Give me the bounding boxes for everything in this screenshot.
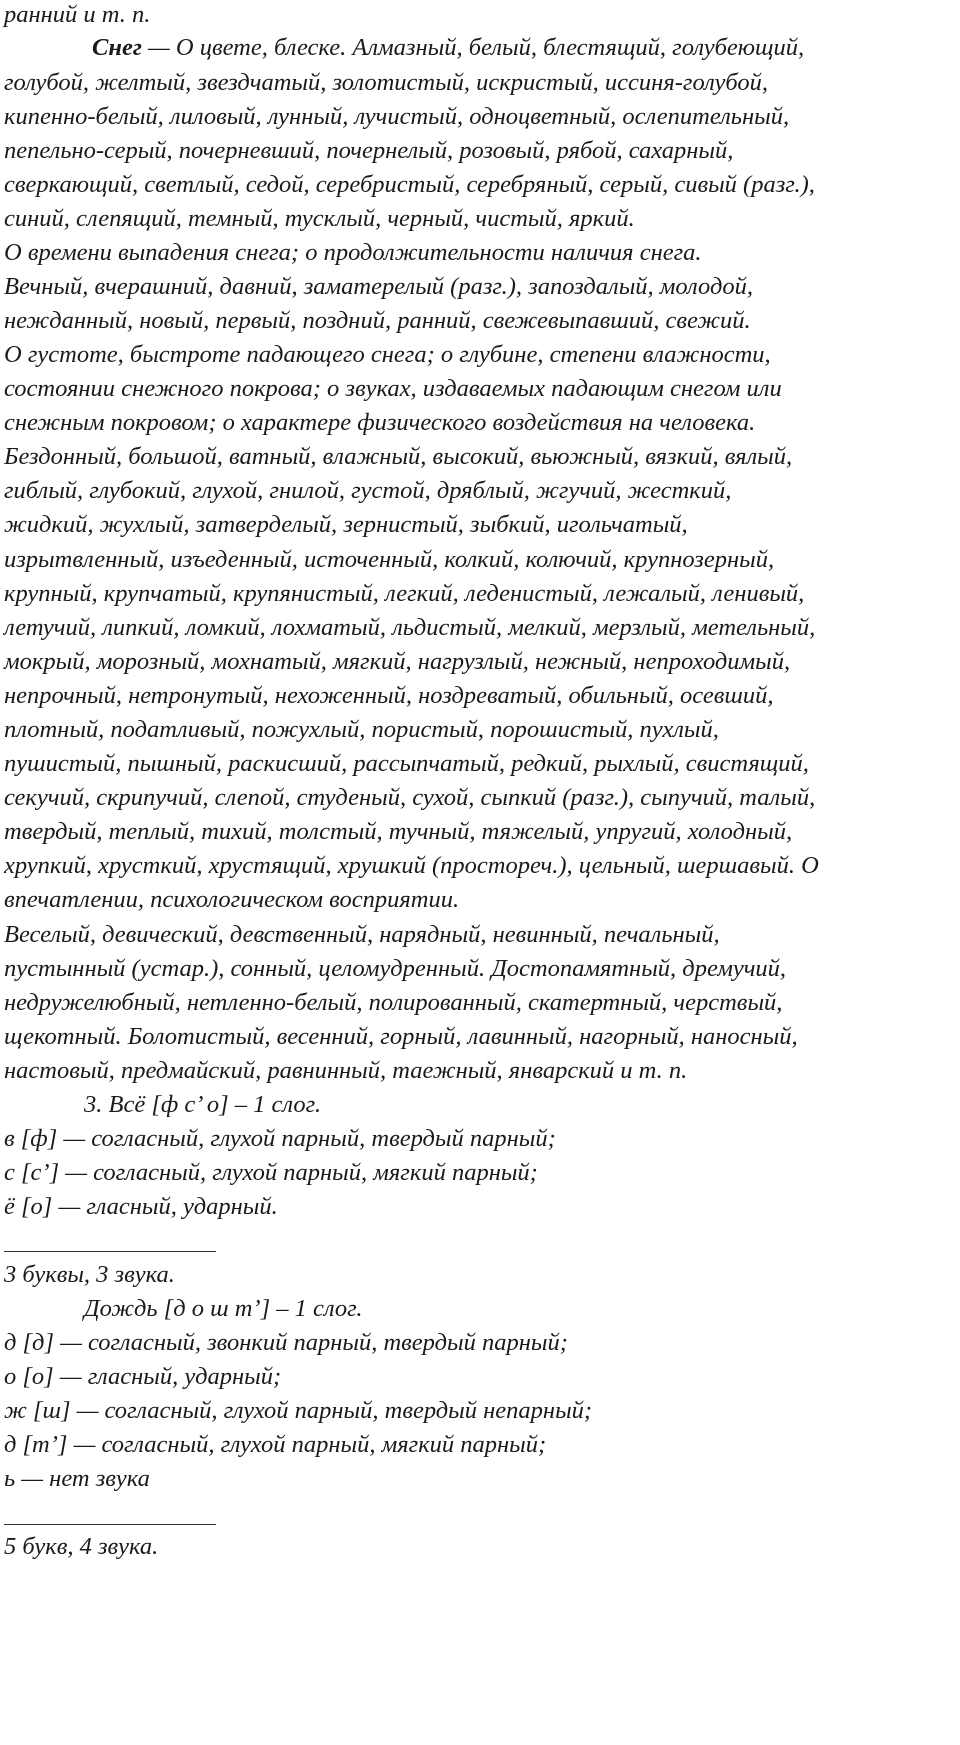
phonetic-line: ё [о] — гласный, ударный. — [4, 1193, 278, 1220]
text-line: летучий, липкий, ломкий, лохматый, льдистый, мелкий, мерзлый, метельный, — [4, 614, 816, 641]
phonetic-heading-dozhd: Дождь [д о ш т’] – 1 слог. — [84, 1295, 363, 1322]
text-line: хрупкий, хрусткий, хрустящий, хрушкий (простореч.), цельный, шершавый. О — [4, 852, 819, 879]
text-line: гиблый, глубокий, глухой, гнилой, густой, дряблый, жгучий, жесткий, — [4, 477, 732, 504]
text-line: щекотный. Болотистый, весенний, горный, лавинный, нагорный, наносный, — [4, 1023, 798, 1050]
phonetic-line: д [т’] — согласный, глухой парный, мягкий парный; — [4, 1431, 547, 1458]
text-line: плотный, податливый, пожухлый, пористый, порошистый, пухлый, — [4, 716, 719, 743]
text-line: Веселый, девический, девственный, нарядный, невинный, печальный, — [4, 921, 720, 948]
text-line: Бездонный, большой, ватный, влажный, высокий, вьюжный, вязкий, вялый, — [4, 443, 793, 470]
phonetic-line: о [о] — гласный, ударный; — [4, 1363, 282, 1390]
text-line: пушистый, пышный, раскисший, рассыпчатый, редкий, рыхлый, свистящий, — [4, 750, 809, 777]
text-line: пепельно-серый, почерневший, почернелый, розовый, рябой, сахарный, — [4, 137, 734, 164]
text-line: изрытвленный, изъеденный, источенный, колкий, колючий, крупнозерный, — [4, 546, 775, 573]
phonetic-summary: 5 букв, 4 звука. — [4, 1533, 159, 1560]
text-line: голубой, желтый, звездчатый, золотистый, искристый, иссиня-голубой, — [4, 69, 768, 96]
text-line: пустынный (устар.), сонный, целомудренный. Достопамятный, дремучий, — [4, 955, 787, 982]
text-line: снежным покровом; о характере физического воздействия на человека. — [4, 409, 756, 436]
text-line: Вечный, вчерашний, давний, заматерелый (разг.), запоздалый, молодой, — [4, 273, 753, 300]
text-line: ранний и т. п. — [4, 1, 151, 28]
text-line: крупный, крупчатый, крупянистый, легкий, леденистый, лежалый, ленивый, — [4, 580, 805, 607]
entry-text: — О цвете, блеске. Алмазный, белый, блестящий, голубеющий, — [141, 34, 805, 61]
text-line: сверкающий, светлый, седой, серебристый, серебряный, серый, сивый (разг.), — [4, 171, 815, 198]
text-line: мокрый, морозный, мохнатый, мягкий, нагрузлый, нежный, непроходимый, — [4, 648, 791, 675]
text-line: секучий, скрипучий, слепой, студеный, сухой, сыпкий (разг.), сыпучий, талый, — [4, 784, 816, 811]
text-line: недружелюбный, нетленно-белый, полированный, скатертный, черствый, — [4, 989, 783, 1016]
text-line: впечатлении, психологическом восприятии. — [4, 886, 460, 913]
divider — [4, 1524, 216, 1525]
phonetic-heading-vsyo: 3. Всё [ф с’ о] – 1 слог. — [84, 1091, 321, 1118]
phonetic-summary: 3 буквы, 3 звука. — [4, 1261, 175, 1288]
phonetic-line: д [д] — согласный, звонкий парный, твердый парный; — [4, 1329, 568, 1356]
phonetic-line: ь — нет звука — [4, 1465, 150, 1492]
text-line: нежданный, новый, первый, поздний, ранний, свежевыпавший, свежий. — [4, 307, 751, 334]
text-line: состоянии снежного покрова; о звуках, издаваемых падающим снегом или — [4, 375, 782, 402]
text-line: жидкий, жухлый, затверделый, зернистый, зыбкий, игольчатый, — [4, 511, 688, 538]
text-line: твердый, теплый, тихий, толстый, тучный, тяжелый, упругий, холодный, — [4, 818, 793, 845]
headword-sneg: Снег — [92, 34, 142, 61]
text-line: О времени выпадения снега; о продолжительности наличия снега. — [4, 239, 702, 266]
text-line: синий, слепящий, темный, тусклый, черный, чистый, яркий. — [4, 205, 635, 232]
text-line: О густоте, быстроте падающего снега; о глубине, степени влажности, — [4, 341, 771, 368]
divider — [4, 1251, 216, 1252]
phonetic-line: ж [ш] — согласный, глухой парный, твердый непарный; — [4, 1397, 593, 1424]
phonetic-line: с [с’] — согласный, глухой парный, мягкий парный; — [4, 1159, 538, 1186]
text-line: кипенно-белый, лиловый, лунный, лучистый, одноцветный, ослепительный, — [4, 103, 790, 130]
entry-line-sneg — [92, 33, 804, 63]
text-line: непрочный, нетронутый, нехоженный, ноздреватый, обильный, осевший, — [4, 682, 774, 709]
text-line: настовый, предмайский, равнинный, таежный, январский и т. п. — [4, 1057, 688, 1084]
phonetic-line: в [ф] — согласный, глухой парный, твердый парный; — [4, 1125, 556, 1152]
